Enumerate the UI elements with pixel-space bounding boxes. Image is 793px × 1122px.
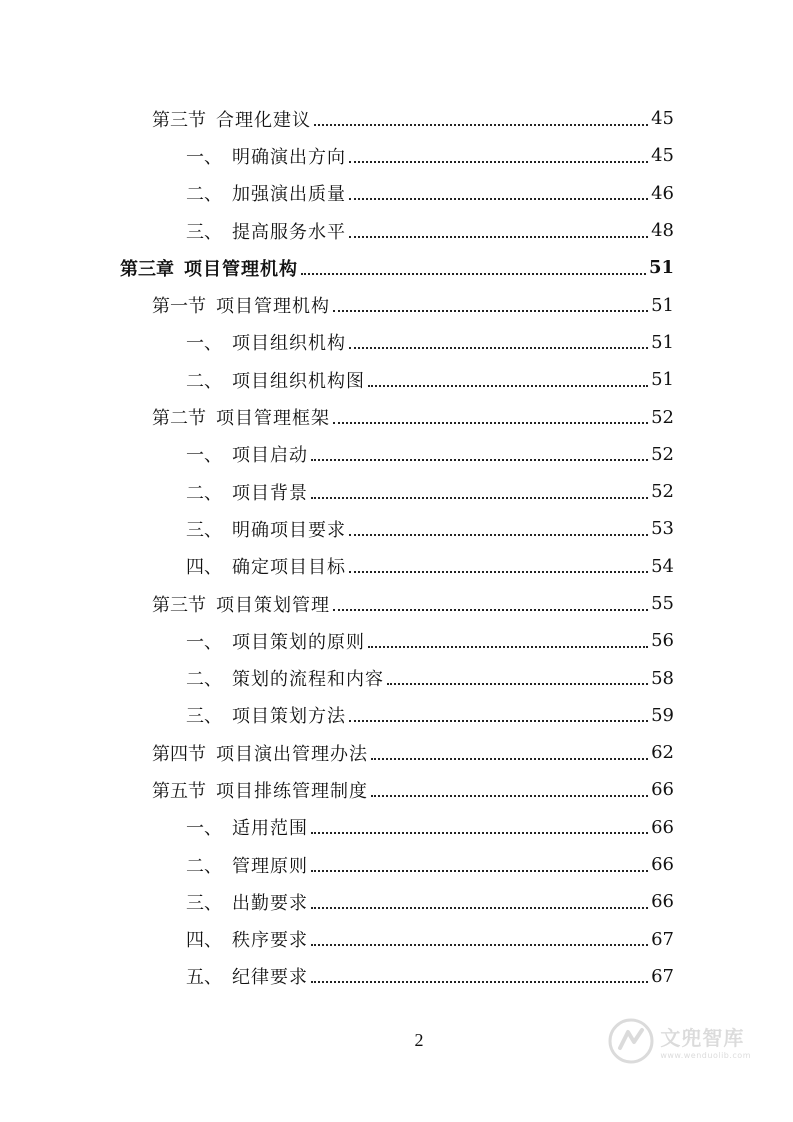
toc-dot-leader: [311, 459, 648, 461]
toc-entry-page: 45: [651, 145, 674, 167]
toc-entry-number: 第二节: [152, 408, 206, 430]
toc-entry[interactable]: [0, 100, 793, 137]
toc-entry[interactable]: [0, 473, 793, 510]
toc-dot-leader: [387, 683, 648, 685]
toc-entry[interactable]: [0, 958, 793, 995]
toc-entry[interactable]: [0, 548, 793, 585]
toc-entry-number: 第三章: [120, 258, 174, 280]
watermark-logo-icon: [608, 1018, 654, 1064]
toc-dot-leader: [368, 385, 648, 387]
toc-dot-leader: [371, 758, 648, 760]
toc-dot-leader: [333, 310, 648, 312]
toc-entry-page: 66: [651, 854, 674, 876]
toc-entry-title: 项目策划的原则: [232, 631, 365, 653]
toc-entry-title: 明确演出方向: [232, 146, 346, 168]
toc-entry-number: 第五节: [152, 780, 206, 802]
toc-entry-number: 第三节: [152, 109, 206, 131]
toc-entry-number: 五、: [186, 967, 222, 989]
toc-entry-title: 项目管理机构: [184, 258, 298, 280]
toc-dot-leader: [333, 609, 648, 611]
toc-entry-page: 66: [651, 816, 674, 838]
toc-entry[interactable]: [0, 585, 793, 622]
toc-entry[interactable]: [0, 249, 793, 286]
toc-entry-title: 项目策划方法: [232, 706, 346, 728]
toc-entry-page: 51: [648, 257, 674, 279]
page-number: 2: [414, 1030, 424, 1050]
toc-entry-number: 三、: [186, 221, 222, 243]
toc-entry-title: 适用范围: [232, 818, 308, 840]
toc-entry-number: 第四节: [152, 743, 206, 765]
toc-dot-leader: [349, 347, 648, 349]
toc-entry-title: 项目管理机构: [216, 296, 330, 318]
toc-entry-page: 51: [651, 331, 674, 353]
toc-entry-title: 管理原则: [232, 855, 308, 877]
toc-dot-leader: [349, 534, 648, 536]
toc-entry-number: 四、: [186, 557, 222, 579]
toc-entry-title: 项目管理框架: [216, 408, 330, 430]
toc-dot-leader: [311, 944, 648, 946]
watermark: [608, 1018, 751, 1064]
toc-entry[interactable]: [0, 212, 793, 249]
toc-entry-number: 三、: [186, 892, 222, 914]
toc-entry-page: 52: [651, 481, 674, 503]
toc-entry[interactable]: [0, 436, 793, 473]
toc-entry-number: 第三节: [152, 594, 206, 616]
toc-entry-number: 二、: [186, 482, 222, 504]
toc-entry-number: 三、: [186, 519, 222, 541]
toc-dot-leader: [314, 124, 648, 126]
toc-entry-page: 52: [651, 406, 674, 428]
toc-entry-page: 51: [651, 369, 674, 391]
toc-entry-number: 二、: [186, 669, 222, 691]
toc-entry-title: 加强演出质量: [232, 184, 346, 206]
toc-entry-number: 二、: [186, 370, 222, 392]
toc-entry-title: 项目策划管理: [216, 594, 330, 616]
toc-entry[interactable]: [0, 697, 793, 734]
toc-entry-number: 二、: [186, 855, 222, 877]
toc-entry-number: 第一节: [152, 296, 206, 318]
toc-entry-page: 55: [651, 593, 674, 614]
toc-entry-page: 45: [651, 108, 674, 130]
toc-dot-leader: [349, 161, 648, 163]
toc-entry-title: 项目排练管理制度: [216, 780, 368, 802]
toc-dot-leader: [368, 646, 648, 648]
toc-entry-title: 提高服务水平: [232, 221, 346, 243]
toc-entry[interactable]: [0, 175, 793, 212]
toc-entry-title: 出勤要求: [232, 892, 308, 914]
toc-entry-page: 52: [651, 443, 674, 465]
toc-entry-page: 46: [651, 182, 674, 204]
toc-entry-title: 项目组织机构: [232, 333, 346, 355]
toc-entry-title: 确定项目目标: [232, 557, 346, 579]
toc-entry-number: 三、: [186, 706, 222, 728]
toc-dot-leader: [311, 981, 648, 983]
toc-entry-title: 项目启动: [232, 445, 308, 467]
toc-entry[interactable]: [0, 883, 793, 920]
toc-dot-leader: [349, 720, 648, 722]
toc-entry-page: 48: [651, 220, 674, 242]
toc-entry[interactable]: [0, 622, 793, 659]
toc-entry-title: 秩序要求: [232, 930, 308, 952]
toc-entry-number: 四、: [186, 930, 222, 952]
toc-entry-number: 一、: [186, 445, 222, 467]
toc-entry[interactable]: [0, 510, 793, 547]
toc-dot-leader: [311, 497, 648, 499]
toc-entry[interactable]: [0, 734, 793, 771]
toc-entry-title: 纪律要求: [232, 967, 308, 989]
toc-entry-page: 58: [651, 667, 674, 689]
toc-entry[interactable]: [0, 659, 793, 696]
toc-entry[interactable]: [0, 324, 793, 361]
toc-entry[interactable]: [0, 286, 793, 323]
toc-entry-page: 66: [651, 779, 674, 801]
toc-dot-leader: [311, 870, 648, 872]
toc-entry-page: 67: [651, 965, 674, 987]
toc-entry-number: 一、: [186, 333, 222, 355]
toc-entry[interactable]: [0, 361, 793, 398]
toc-entry[interactable]: [0, 771, 793, 808]
watermark-title: 文兜智库: [660, 1026, 745, 1050]
toc-entry-page: 66: [651, 891, 674, 913]
toc-entry-page: 54: [651, 555, 674, 577]
toc-entry-title: 项目组织机构图: [232, 370, 365, 392]
toc-entry-title: 合理化建议: [216, 109, 311, 131]
toc-entry-page: 59: [651, 704, 674, 726]
toc-entry-page: 51: [651, 294, 674, 316]
table-of-contents: [0, 100, 793, 995]
toc-entry-number: 一、: [186, 631, 222, 653]
toc-entry-page: 53: [651, 518, 674, 540]
toc-dot-leader: [371, 795, 648, 797]
toc-dot-leader: [349, 236, 648, 238]
toc-dot-leader: [333, 422, 648, 424]
toc-entry-number: 二、: [186, 184, 222, 206]
toc-entry[interactable]: [0, 137, 793, 174]
toc-dot-leader: [349, 571, 648, 573]
toc-dot-leader: [349, 198, 648, 200]
watermark-subtitle: www.wenduolib.com: [660, 1051, 751, 1060]
toc-entry-page: 62: [651, 742, 674, 764]
toc-entry-title: 明确项目要求: [232, 519, 346, 541]
toc-entry-number: 一、: [186, 146, 222, 168]
toc-entry-title: 项目演出管理办法: [216, 743, 368, 765]
toc-dot-leader: [301, 273, 646, 275]
toc-entry[interactable]: [0, 398, 793, 435]
toc-entry[interactable]: [0, 846, 793, 883]
toc-dot-leader: [311, 832, 648, 834]
toc-entry-title: 策划的流程和内容: [232, 669, 384, 691]
toc-entry-page: 56: [651, 630, 674, 652]
toc-entry-page: 67: [651, 928, 674, 950]
toc-dot-leader: [311, 907, 648, 909]
toc-entry[interactable]: [0, 809, 793, 846]
toc-entry[interactable]: [0, 921, 793, 958]
toc-entry-title: 项目背景: [232, 482, 308, 504]
toc-entry-number: 一、: [186, 818, 222, 840]
